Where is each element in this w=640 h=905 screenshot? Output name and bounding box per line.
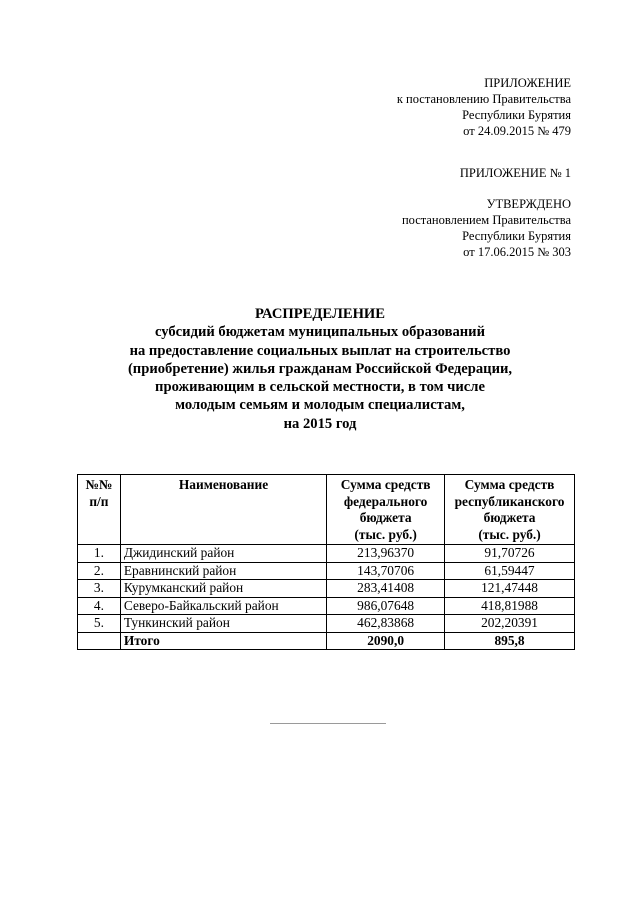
- header-federal-budget: Сумма средств федерального бюджета (тыс. руб.): [327, 475, 445, 545]
- appendix-number: ПРИЛОЖЕНИЕ № 1: [459, 166, 571, 180]
- row-federal-amount: 986,07648: [327, 597, 445, 615]
- row-republic-amount: 121,47448: [445, 580, 575, 598]
- row-district: Северо-Байкальский район: [120, 597, 326, 615]
- appendix-header-line: Республики Бурятия: [462, 108, 571, 122]
- row-district: Еравнинский район: [120, 562, 326, 580]
- approval-line: УТВЕРЖДЕНО: [486, 197, 571, 211]
- total-number: [78, 632, 121, 650]
- header-republic-budget: Сумма средств республиканского бюджета (тыс. руб.): [445, 475, 575, 545]
- table-header-row: [78, 475, 575, 545]
- appendix-header-block: [397, 75, 571, 139]
- title-line: на предоставление социальных выплат на строительство: [129, 342, 511, 359]
- total-label: Итого: [120, 632, 326, 650]
- total-federal-amount: 2090,0: [327, 632, 445, 650]
- row-republic-amount: 418,81988: [445, 597, 575, 615]
- appendix-number-block: [460, 165, 571, 181]
- row-number: 5.: [78, 615, 121, 633]
- table-row: [78, 580, 575, 598]
- approval-line: Республики Бурятия: [462, 229, 571, 243]
- approval-line: постановлением Правительства: [401, 213, 571, 227]
- row-number: 4.: [78, 597, 121, 615]
- title-heading: РАСПРЕДЕЛЕНИЕ: [254, 306, 386, 322]
- title-line: молодым семьям и молодым специалистам,: [175, 397, 465, 414]
- header-number: №№ п/п: [78, 475, 121, 545]
- row-district: Курумканский район: [120, 580, 326, 598]
- appendix-header-line: ПРИЛОЖЕНИЕ: [484, 76, 571, 90]
- table-row: [78, 615, 575, 633]
- approval-block: [402, 196, 571, 260]
- appendix-header-line: от 24.09.2015 № 479: [463, 124, 571, 138]
- row-federal-amount: 143,70706: [327, 562, 445, 580]
- document-title: [60, 305, 580, 433]
- row-republic-amount: 61,59447: [445, 562, 575, 580]
- row-federal-amount: 213,96370: [327, 545, 445, 563]
- table-row: [78, 597, 575, 615]
- total-republic-amount: 895,8: [445, 632, 575, 650]
- table-total-row: [78, 632, 575, 650]
- row-district: Тункинский район: [120, 615, 326, 633]
- title-line: проживающим в сельской местности, в том числе: [155, 379, 485, 396]
- row-district: Джидинский район: [120, 545, 326, 563]
- approval-line: от 17.06.2015 № 303: [463, 245, 571, 259]
- row-republic-amount: 202,20391: [445, 615, 575, 633]
- title-line: субсидий бюджетам муниципальных образований: [155, 324, 485, 341]
- title-line: (приобретение) жилья гражданам Российской Федерации,: [127, 360, 513, 377]
- row-number: 3.: [78, 580, 121, 598]
- appendix-header-line: к постановлению Правительства: [396, 92, 571, 106]
- row-republic-amount: 91,70726: [445, 545, 575, 563]
- end-divider: [270, 723, 386, 724]
- subsidy-distribution-table: [77, 474, 575, 650]
- row-number: 1.: [78, 545, 121, 563]
- row-federal-amount: 283,41408: [327, 580, 445, 598]
- header-name: Наименование: [120, 475, 326, 545]
- table-row: [78, 562, 575, 580]
- row-federal-amount: 462,83868: [327, 615, 445, 633]
- row-number: 2.: [78, 562, 121, 580]
- table-row: [78, 545, 575, 563]
- title-line: на 2015 год: [283, 415, 357, 432]
